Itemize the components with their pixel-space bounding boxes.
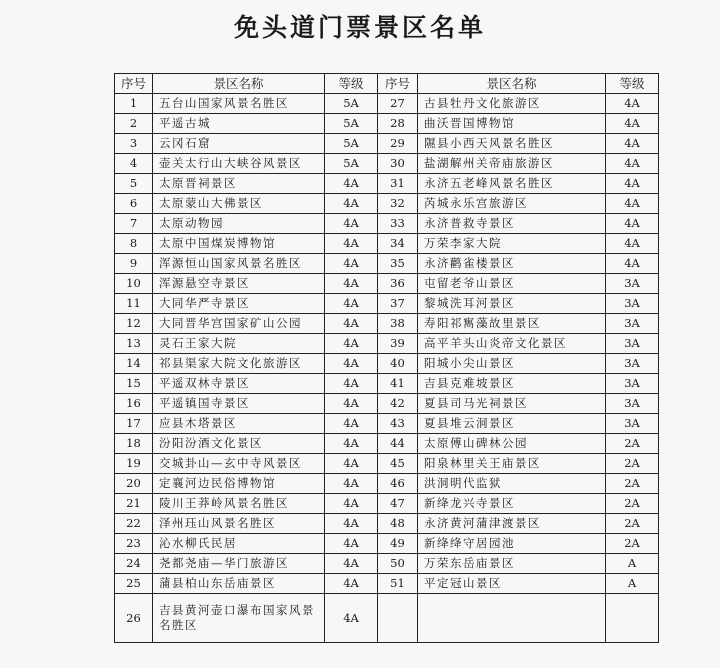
table-row — [115, 174, 659, 194]
cell-no: 32 — [378, 194, 418, 214]
cell-no: 9 — [115, 254, 153, 274]
table-row — [115, 574, 659, 594]
cell-level: 4A — [325, 274, 378, 294]
table-row — [115, 334, 659, 354]
cell-no: 10 — [115, 274, 153, 294]
cell-no: 33 — [378, 214, 418, 234]
cell-name: 屯留老爷山景区 — [418, 274, 606, 294]
cell-level: 2A — [606, 534, 659, 554]
cell-name: 灵石王家大院 — [153, 334, 325, 354]
table-row — [115, 434, 659, 454]
cell-level: 4A — [325, 434, 378, 454]
cell-level: 2A — [606, 494, 659, 514]
table-row — [115, 414, 659, 434]
table-row — [115, 274, 659, 294]
cell-name: 五台山国家风景名胜区 — [153, 94, 325, 114]
cell-no: 35 — [378, 254, 418, 274]
table-row — [115, 254, 659, 274]
cell-level: 2A — [606, 514, 659, 534]
cell-name: 黎城洗耳河景区 — [418, 294, 606, 314]
header-no: 序号 — [115, 74, 153, 94]
table-row — [115, 94, 659, 114]
cell-level: 4A — [325, 394, 378, 414]
cell-name: 太原傅山碑林公园 — [418, 434, 606, 454]
cell-level: 3A — [606, 334, 659, 354]
cell-name: 太原中国煤炭博物馆 — [153, 234, 325, 254]
cell-no: 49 — [378, 534, 418, 554]
table-row — [115, 114, 659, 134]
cell-name: 新绛龙兴寺景区 — [418, 494, 606, 514]
table-row — [115, 454, 659, 474]
cell-no: 50 — [378, 554, 418, 574]
cell-no: 40 — [378, 354, 418, 374]
cell-level: 4A — [325, 254, 378, 274]
cell-no: 46 — [378, 474, 418, 494]
cell-name: 定襄河边民俗博物馆 — [153, 474, 325, 494]
table-body — [115, 94, 659, 643]
cell-no: 19 — [115, 454, 153, 474]
cell-level: 3A — [606, 394, 659, 414]
cell-name: 应县木塔景区 — [153, 414, 325, 434]
cell-no: 44 — [378, 434, 418, 454]
table-row — [115, 494, 659, 514]
cell-no: 17 — [115, 414, 153, 434]
cell-level: 3A — [606, 294, 659, 314]
cell-name: 云冈石窟 — [153, 134, 325, 154]
cell-level: 4A — [325, 214, 378, 234]
table-row — [115, 514, 659, 534]
cell-level: 4A — [325, 534, 378, 554]
cell-level: 4A — [325, 554, 378, 574]
cell-name: 吉县克难坡景区 — [418, 374, 606, 394]
cell-name: 平定冠山景区 — [418, 574, 606, 594]
cell-level: 4A — [606, 94, 659, 114]
cell-no: 47 — [378, 494, 418, 514]
cell-level: 2A — [606, 474, 659, 494]
cell-level: 4A — [606, 134, 659, 154]
cell-no: 31 — [378, 174, 418, 194]
cell-name: 夏县司马光祠景区 — [418, 394, 606, 414]
cell-no: 15 — [115, 374, 153, 394]
cell-name: 万荣李家大院 — [418, 234, 606, 254]
cell-level: 4A — [325, 314, 378, 334]
table-row — [115, 534, 659, 554]
cell-no: 23 — [115, 534, 153, 554]
cell-level: 5A — [325, 94, 378, 114]
table-row — [115, 314, 659, 334]
cell-name: 永济五老峰风景名胜区 — [418, 174, 606, 194]
cell-level: 4A — [325, 494, 378, 514]
cell-name: 沁水柳氏民居 — [153, 534, 325, 554]
cell-name: 吉县黄河壶口瀑布国家风景名胜区 — [153, 594, 325, 643]
scenic-spot-table — [114, 73, 659, 643]
cell-name: 平遥双林寺景区 — [153, 374, 325, 394]
cell-name: 太原晋祠景区 — [153, 174, 325, 194]
cell-level: 4A — [325, 174, 378, 194]
table-row — [115, 354, 659, 374]
cell-no: 24 — [115, 554, 153, 574]
cell-name: 汾阳汾酒文化景区 — [153, 434, 325, 454]
cell-no: 16 — [115, 394, 153, 414]
cell-no: 25 — [115, 574, 153, 594]
table-row — [115, 214, 659, 234]
cell-no: 3 — [115, 134, 153, 154]
table-row — [115, 294, 659, 314]
cell-level: 4A — [325, 514, 378, 534]
cell-name: 大同晋华宫国家矿山公园 — [153, 314, 325, 334]
cell-level: 4A — [606, 174, 659, 194]
cell-name: 曲沃晋国博物馆 — [418, 114, 606, 134]
cell-no: 48 — [378, 514, 418, 534]
cell-level: 3A — [606, 414, 659, 434]
cell-level: 3A — [606, 314, 659, 334]
cell-no: 29 — [378, 134, 418, 154]
table-header-row — [115, 74, 659, 94]
cell-name: 古县牡丹文化旅游区 — [418, 94, 606, 114]
cell-no: 34 — [378, 234, 418, 254]
cell-level: 5A — [325, 154, 378, 174]
cell-name: 洪洞明代监狱 — [418, 474, 606, 494]
header-level: 等级 — [606, 74, 659, 94]
cell-no: 36 — [378, 274, 418, 294]
cell-name: 交城卦山—玄中寺风景区 — [153, 454, 325, 474]
cell-no: 11 — [115, 294, 153, 314]
cell-level: 4A — [325, 294, 378, 314]
cell-name: 永济鹳雀楼景区 — [418, 254, 606, 274]
cell-level: 2A — [606, 434, 659, 454]
cell-level: 4A — [325, 354, 378, 374]
cell-no: 30 — [378, 154, 418, 174]
cell-level: 2A — [606, 454, 659, 474]
cell-no: 1 — [115, 94, 153, 114]
cell-no: 2 — [115, 114, 153, 134]
cell-no: 21 — [115, 494, 153, 514]
cell-name: 隰县小西天风景名胜区 — [418, 134, 606, 154]
cell-no: 42 — [378, 394, 418, 414]
cell-level: 3A — [606, 374, 659, 394]
cell-name: 祁县渠家大院文化旅游区 — [153, 354, 325, 374]
cell-name: 永济普救寺景区 — [418, 214, 606, 234]
table-row — [115, 394, 659, 414]
cell-no: 27 — [378, 94, 418, 114]
cell-name: 寿阳祁寯藻故里景区 — [418, 314, 606, 334]
cell-no: 8 — [115, 234, 153, 254]
cell-no: 51 — [378, 574, 418, 594]
cell-name: 平遥古城 — [153, 114, 325, 134]
cell-name: 陵川王莽岭风景名胜区 — [153, 494, 325, 514]
cell-name: 浑源恒山国家风景名胜区 — [153, 254, 325, 274]
cell-no: 4 — [115, 154, 153, 174]
cell-no: 37 — [378, 294, 418, 314]
cell-name: 阳城小尖山景区 — [418, 354, 606, 374]
cell-name: 蒲县柏山东岳庙景区 — [153, 574, 325, 594]
header-name: 景区名称 — [153, 74, 325, 94]
cell-name: 芮城永乐宫旅游区 — [418, 194, 606, 214]
cell-level: 4A — [325, 454, 378, 474]
cell-no: 39 — [378, 334, 418, 354]
table-row — [115, 554, 659, 574]
cell-level: 4A — [606, 214, 659, 234]
cell-no: 45 — [378, 454, 418, 474]
cell-no: 41 — [378, 374, 418, 394]
cell-no: 18 — [115, 434, 153, 454]
cell-no: 7 — [115, 214, 153, 234]
table-row — [115, 474, 659, 494]
cell-level: 4A — [325, 194, 378, 214]
cell-name: 太原动物园 — [153, 214, 325, 234]
cell-level: 4A — [606, 194, 659, 214]
cell-no: 6 — [115, 194, 153, 214]
cell-name — [418, 594, 606, 643]
cell-level: 4A — [325, 374, 378, 394]
cell-name: 壶关太行山大峡谷风景区 — [153, 154, 325, 174]
cell-name: 新绛绛守居园池 — [418, 534, 606, 554]
cell-level: 4A — [325, 334, 378, 354]
header-level: 等级 — [325, 74, 378, 94]
cell-no — [378, 594, 418, 643]
cell-level: 5A — [325, 114, 378, 134]
cell-no: 13 — [115, 334, 153, 354]
cell-no: 22 — [115, 514, 153, 534]
table-row — [115, 594, 659, 643]
cell-name: 万荣东岳庙景区 — [418, 554, 606, 574]
cell-name: 泽州珏山风景名胜区 — [153, 514, 325, 534]
table-row — [115, 234, 659, 254]
cell-no: 43 — [378, 414, 418, 434]
cell-level: 4A — [325, 594, 378, 643]
cell-level: A — [606, 554, 659, 574]
document-title: 免头道门票景区名单 — [233, 13, 486, 42]
cell-name: 太原蒙山大佛景区 — [153, 194, 325, 214]
cell-name: 大同华严寺景区 — [153, 294, 325, 314]
cell-no: 5 — [115, 174, 153, 194]
cell-no: 12 — [115, 314, 153, 334]
cell-level — [606, 594, 659, 643]
cell-level: 3A — [606, 274, 659, 294]
cell-level: 4A — [606, 254, 659, 274]
cell-name: 浑源悬空寺景区 — [153, 274, 325, 294]
cell-no: 38 — [378, 314, 418, 334]
table-row — [115, 154, 659, 174]
cell-level: 4A — [325, 574, 378, 594]
cell-no: 28 — [378, 114, 418, 134]
cell-name: 永济黄河蒲津渡景区 — [418, 514, 606, 534]
cell-name: 盐湖解州关帝庙旅游区 — [418, 154, 606, 174]
cell-name: 夏县堆云洞景区 — [418, 414, 606, 434]
cell-name: 平遥镇国寺景区 — [153, 394, 325, 414]
cell-level: A — [606, 574, 659, 594]
table-row — [115, 374, 659, 394]
cell-level: 4A — [325, 414, 378, 434]
cell-no: 26 — [115, 594, 153, 643]
cell-no: 14 — [115, 354, 153, 374]
header-no: 序号 — [378, 74, 418, 94]
cell-name: 阳泉林里关王庙景区 — [418, 454, 606, 474]
cell-name: 尧都尧庙—华门旅游区 — [153, 554, 325, 574]
cell-name: 高平羊头山炎帝文化景区 — [418, 334, 606, 354]
cell-level: 4A — [606, 154, 659, 174]
header-name: 景区名称 — [418, 74, 606, 94]
cell-level: 4A — [606, 114, 659, 134]
cell-level: 3A — [606, 354, 659, 374]
cell-no: 20 — [115, 474, 153, 494]
table-row — [115, 134, 659, 154]
cell-level: 4A — [606, 234, 659, 254]
cell-level: 4A — [325, 474, 378, 494]
cell-level: 4A — [325, 234, 378, 254]
table-row — [115, 194, 659, 214]
cell-level: 5A — [325, 134, 378, 154]
